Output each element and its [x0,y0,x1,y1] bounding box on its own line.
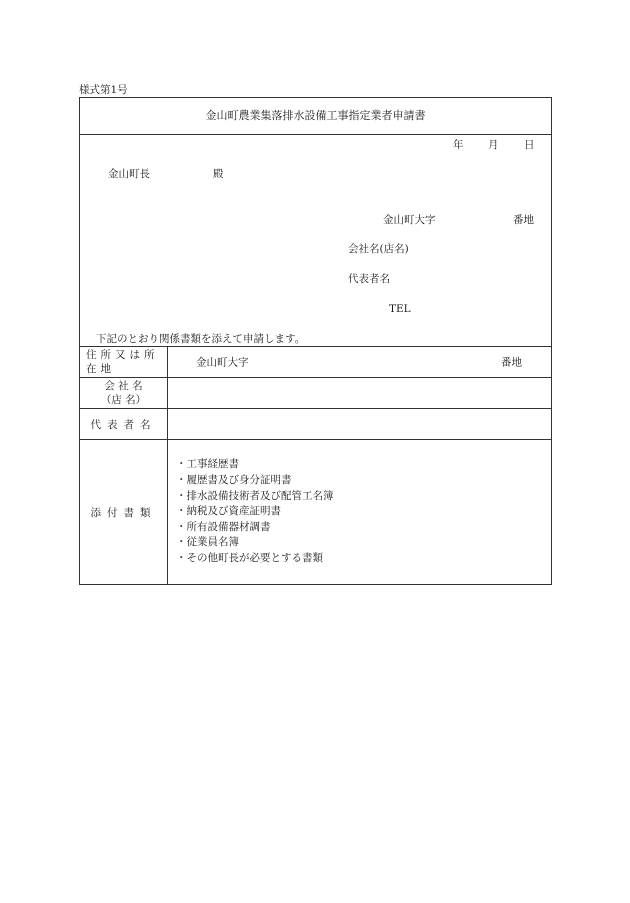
representative-value-cell[interactable] [168,409,552,440]
address-value-cell[interactable] [168,347,552,378]
application-header-frame [79,97,552,347]
company-label-line1: 会 社 名 [104,380,143,392]
company-row [80,378,552,409]
attachments-label: 添付書類 [80,440,168,585]
representative-row [80,409,552,440]
attachments-list-cell [168,440,552,585]
attachments-row [80,440,552,585]
address-label [80,347,168,378]
company-value-cell[interactable] [168,378,552,409]
applicant-banchi-label: 番地 [513,214,534,226]
company-label [80,378,168,409]
address-suffix: 番地 [501,356,522,369]
address-label-line1: 住所又は所 [86,349,159,361]
attachment-item: ・ 履歴書及び身分証明書 [176,473,551,489]
date-day: 日 [524,139,535,151]
attachment-item: ・ 工事経歴書 [176,457,551,473]
application-details-table [79,346,552,585]
applicant-representative-label: 代表者名 [348,273,390,285]
address-label-line2: 在地 [86,363,115,375]
applicant-company-label: 会社名(店名) [348,243,409,255]
date-month: 月 [488,139,499,151]
applicant-tel-label: TEL [389,303,411,315]
applicant-address-label: 金山町大字 [383,214,436,226]
attachment-item: ・ 従業員名簿 [176,535,551,551]
date-year: 年 [453,139,464,151]
honorific: 殿 [213,168,224,180]
address-prefix: 金山町大字 [196,356,249,369]
form-number: 様式第1号 [79,84,128,96]
attachments-list [168,457,551,566]
form-title: 金山町農業集落排水設備工事指定業者申請書 [80,98,551,135]
attachment-item: ・ 納税及び資産証明書 [176,504,551,520]
request-statement: 下記のとおり関係書類を添えて申請します。 [96,333,306,345]
representative-label: 代表者名 [80,409,168,440]
attachment-item: ・ その他町長が必要とする書類 [176,551,551,567]
attachment-item: ・ 排水設備技術者及び配管工名簿 [176,489,551,505]
addressee: 金山町長 [108,168,150,180]
company-label-line2: （店 名） [100,394,147,406]
attachment-item: ・ 所有設備器材調書 [176,520,551,536]
address-row [80,347,552,378]
